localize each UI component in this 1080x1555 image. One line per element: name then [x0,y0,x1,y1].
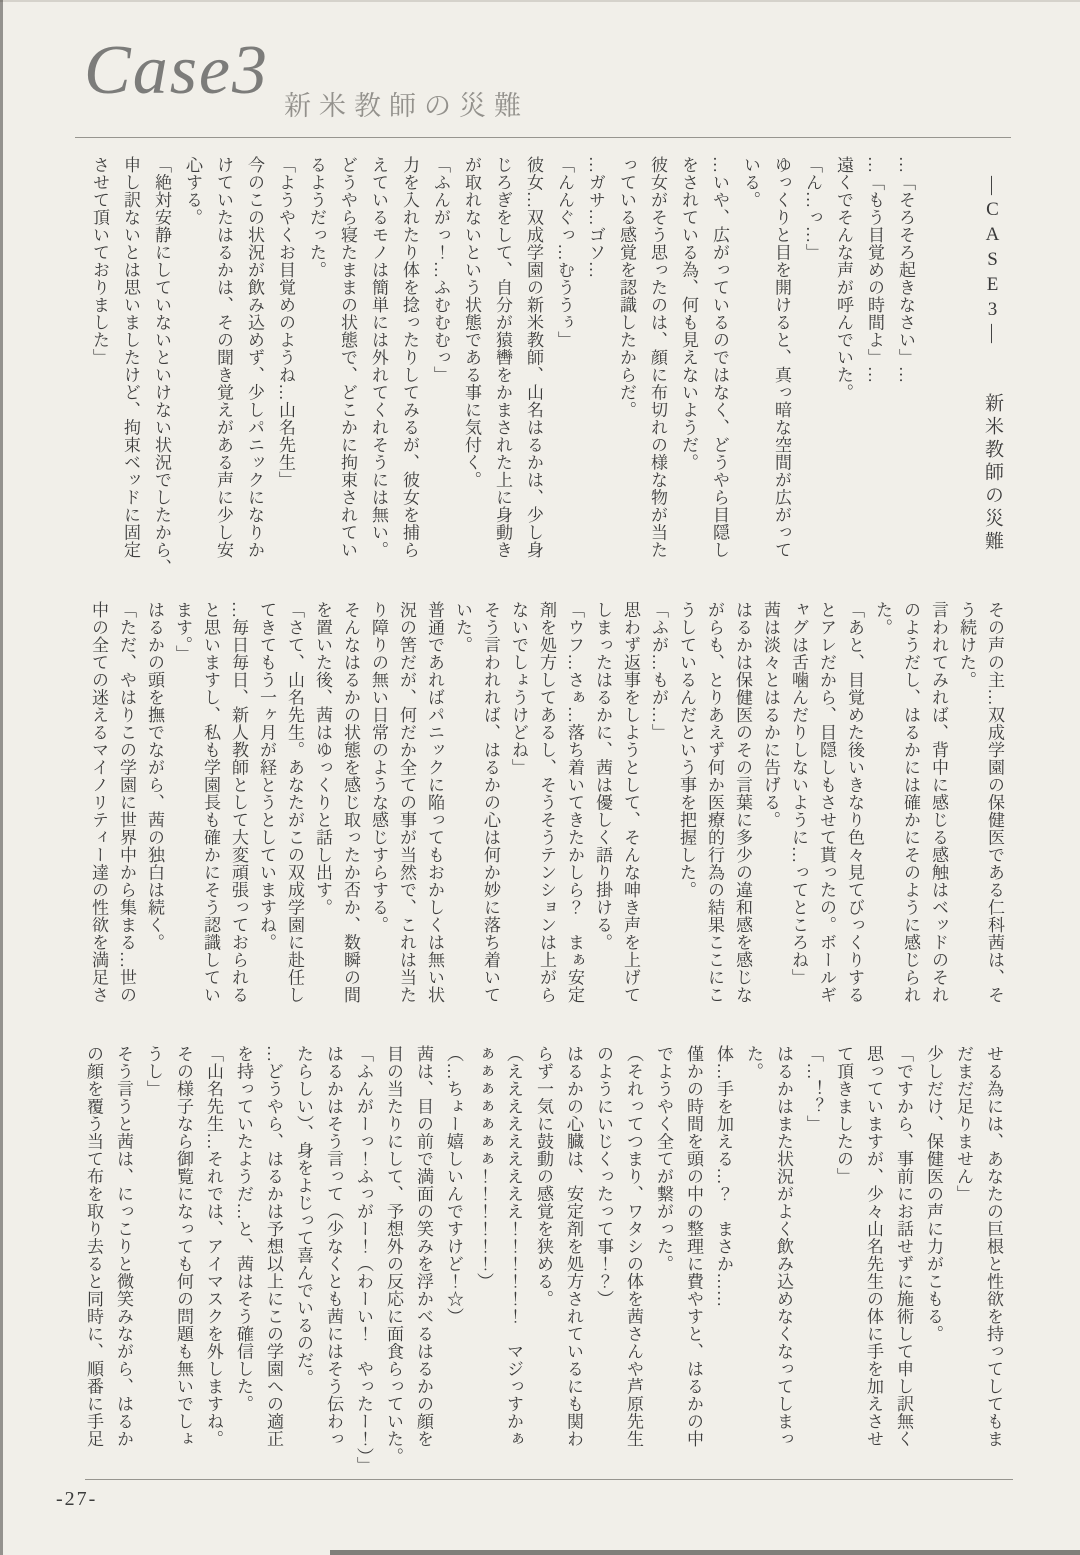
case-title-column: ―CASE3― 新米教師の災難 [982,176,1003,554]
text-column: だまだ足りません」 [954,1045,973,1203]
scan-edge-bottom [330,1550,1080,1555]
text-column: 「ふが…もが…」 [649,601,668,741]
scan-edge-left [0,0,3,1555]
text-column: 「…！？」 [804,1045,823,1133]
text-column: 「絶対安静にしていないといけない状況でしたから、 [152,156,171,576]
case-number-heading: Case3 [84,32,269,109]
text-section-1 [84,156,1008,608]
text-column: がらも、とりあえず何か医療的行為の結果ここにこ [705,601,724,1004]
text-column: 力を入れたり体を捻ったりしてみるが、彼女を捕ら [400,156,419,559]
text-column: はるかは保健医のその言葉に多少の違和感を感じな [733,601,752,1004]
page-number: -27- [56,1488,98,1510]
text-column: 今のこの状況が飲み込めず、少しパニックになりか [245,156,264,559]
text-column: 思っていますが、少々山名先生の体に手を加えさせ [864,1045,883,1448]
text-column: 「山名先生…それでは、アイマスクを外しますね。 [204,1045,223,1448]
text-column: ないでしょうけどね」 [509,601,528,776]
text-column: うしているんだという事を把握した。 [677,601,696,899]
text-column: の顔を覆う当て布を取り去ると同時に、順番に手足 [84,1045,103,1448]
text-column: 「んんぐっ…むううぅ」 [555,156,574,349]
text-column: 「ただ、やはりこの学園に世界中から集まる…世の [117,601,136,1004]
text-column: ゆっくりと目を開けると、真っ暗な空間が広がって [772,156,791,559]
text-column: るようだった。 [307,156,326,279]
text-column: てきてもう一ヶ月が経とうとしていますね。 [257,601,276,951]
text-column: …どうやら、はるかは予想以上にこの学園への適正 [264,1045,283,1448]
text-column: ます。」 [173,601,192,663]
text-column: て頂きましたの」 [834,1045,853,1185]
text-column: た。 [873,601,892,636]
text-column: （それってつまり、ワタシの体を茜さんや芦原先生 [624,1045,643,1448]
text-column: いた。 [453,601,472,654]
text-column: どうやら寝たままの状態で、どこかに拘束されてい [338,156,357,559]
text-column: …「もう目覚めの時間よ」… [865,156,884,384]
text-column: 茜は淡々とはるかに告げる。 [761,601,780,829]
text-column: 「ふんがっ！…ふむむむっ」 [431,156,450,384]
text-column: させて頂いておりました」 [90,156,109,366]
text-column: 況の筈だが、何だか全ての事が当然で、これは当た [397,601,416,1004]
footer-divider [85,1479,1013,1480]
text-column: けていたはるかは、その聞き覚えがある声に少し安 [214,156,233,559]
text-column: らず一気に鼓動の感覚を狭める。 [534,1045,553,1308]
text-column: のようにいじくったって事！？） [594,1045,613,1308]
text-column: 「さて、山名先生。あなたがこの双成学園に赴任し [285,601,304,1004]
text-column: いる。 [741,156,760,209]
text-column: 思わず返事をしようとして、そんな呻き声を上げて [621,601,640,1004]
text-column: た。 [744,1045,763,1080]
text-column: （…ちょー嬉しいんですけど！☆） [444,1045,463,1325]
text-column: とアレだから、目隠しもさせて貰ったの。ボールギ [817,601,836,1004]
text-column: 彼女…双成学園の新米教師、山名はるかは、少し身 [524,156,543,559]
text-column: 少しだけ、保健医の声に力がこもる。 [924,1045,943,1343]
text-column: しまったはるかに、茜は優しく語り掛ける。 [593,601,612,951]
text-column: をされている為、何も見えないようだ。 [679,156,698,471]
text-column: …毎日毎日、新人教師として大変頑張っておられる [229,601,248,1004]
text-column: を持っていたようだ…と、茜はそう確信した。 [234,1045,253,1413]
text-column: ャグは舌噛んだりしないように…ってところね」 [789,601,808,986]
text-column: はるかの心臓は、安定剤を処方されているにも関わ [564,1045,583,1448]
text-column: うし」 [144,1045,163,1098]
text-column: 剤を処方してあるし、そうそうテンションは上がら [537,601,556,1004]
text-column: が取れないという状態である事に気付く。 [462,156,481,489]
text-column: 彼女がそう思ったのは、顔に布切れの様な物が当た [648,156,667,559]
text-column: はるかはまた状況がよく飲み込めなくなってしまっ [774,1045,793,1448]
text-column: 中の全ての迷えるマイノリティー達の性欲を満足さ [89,601,108,1004]
text-column: はるかはそう言って（少なくとも茜にはそう伝わっ [324,1045,343,1448]
text-column: を置いた後、茜はゆっくりと話し出す。 [313,601,332,916]
text-column: …いや、広がっているのではなく、どうやら目隠し [710,156,729,559]
text-column: り障りの無い日常のような感じすらする。 [369,601,388,934]
text-column: と思いますし、私も学園長も確かにそう認識してい [201,601,220,1004]
text-column: そんなはるかの状態を感じ取ったか否か、数瞬の間 [341,601,360,1004]
text-column: そう言うと茜は、にっこりと微笑みながら、はるか [114,1045,133,1448]
text-column: その声の主…双成学園の保健医である仁科茜は、そ [985,601,1004,1004]
text-section-2 [84,601,1008,1053]
text-column: …ガサ…ゴソ… [586,156,605,279]
text-column: 「ようやくお目覚めのようね…山名先生」 [276,156,295,489]
text-column: えているモノは簡単には外れてくれそうには無い。 [369,156,388,559]
text-column: 「ふんがーっ！ふっがー！（わーい！ やったー！）」 [354,1045,373,1474]
text-column: その様子なら御覧になっても何の問題も無いでしょ [174,1045,193,1448]
scan-edge-top [0,0,1080,2]
text-column: 遠くでそんな声が呼んでいた。 [834,156,853,401]
header-divider [75,137,1011,138]
text-column: 「ん…っ…」 [803,156,822,261]
text-column: たらしい）、身をよじって喜んでいるのだ。 [294,1045,313,1387]
text-column: そう言われれば、はるかの心は何か妙に落ち着いて [481,601,500,1004]
text-column: 申し訳ないとは思いましたけど、拘束ベッドに固定 [121,156,140,559]
text-column: っている感覚を認識したからだ。 [617,156,636,419]
text-column: 「あと、目覚めた後いきなり色々見てびっくりする [845,601,864,1004]
text-section-3 [78,1045,1008,1497]
text-column: 僅かの時間を頭の中の整理に費やすと、はるかの中 [684,1045,703,1448]
text-column: 普通であればパニックに陥ってもおかしくは無い状 [425,601,444,1004]
text-column: のようだし、はるかには確かにそのように感じられ [901,601,920,1004]
text-column: でようやく全てが繋がった。 [654,1045,673,1273]
text-column: ぁぁぁぁぁぁぁ！！！！！！） [474,1045,493,1290]
text-column: 目の当たりにして、予想外の反応に面食らっていた。 [384,1045,403,1465]
text-column: （えええええええええ！！！！！！ マジっすかぁ [504,1045,523,1448]
text-column: 茜は、目の前で満面の笑みを浮かべるはるかの顔を [414,1045,433,1448]
text-column: 言われてみれば、背中に感じる感触はベッドのそれ [929,601,948,1004]
text-column: 「ですから、事前にお話せずに施術して申し訳無く [894,1045,913,1448]
chapter-subtitle: 新米教師の災難 [284,91,529,121]
text-column: 「ウフ…さぁ…落ち着いてきたかしら？ まぁ安定 [565,601,584,1004]
text-column: 心する。 [183,156,202,226]
text-column: …「そろそろ起きなさい」… [896,156,915,384]
text-column: う続けた。 [957,601,976,689]
text-column: じろぎをして、自分が猿轡をかまされた上に身動き [493,156,512,559]
text-column: はるかの頭を撫でながら、茜の独白は続く。 [145,601,164,951]
text-column: せる為には、あなたの巨根と性欲を持ってしてもま [984,1045,1003,1448]
text-column: 体…手を加える…？ まさか…… [714,1045,733,1308]
